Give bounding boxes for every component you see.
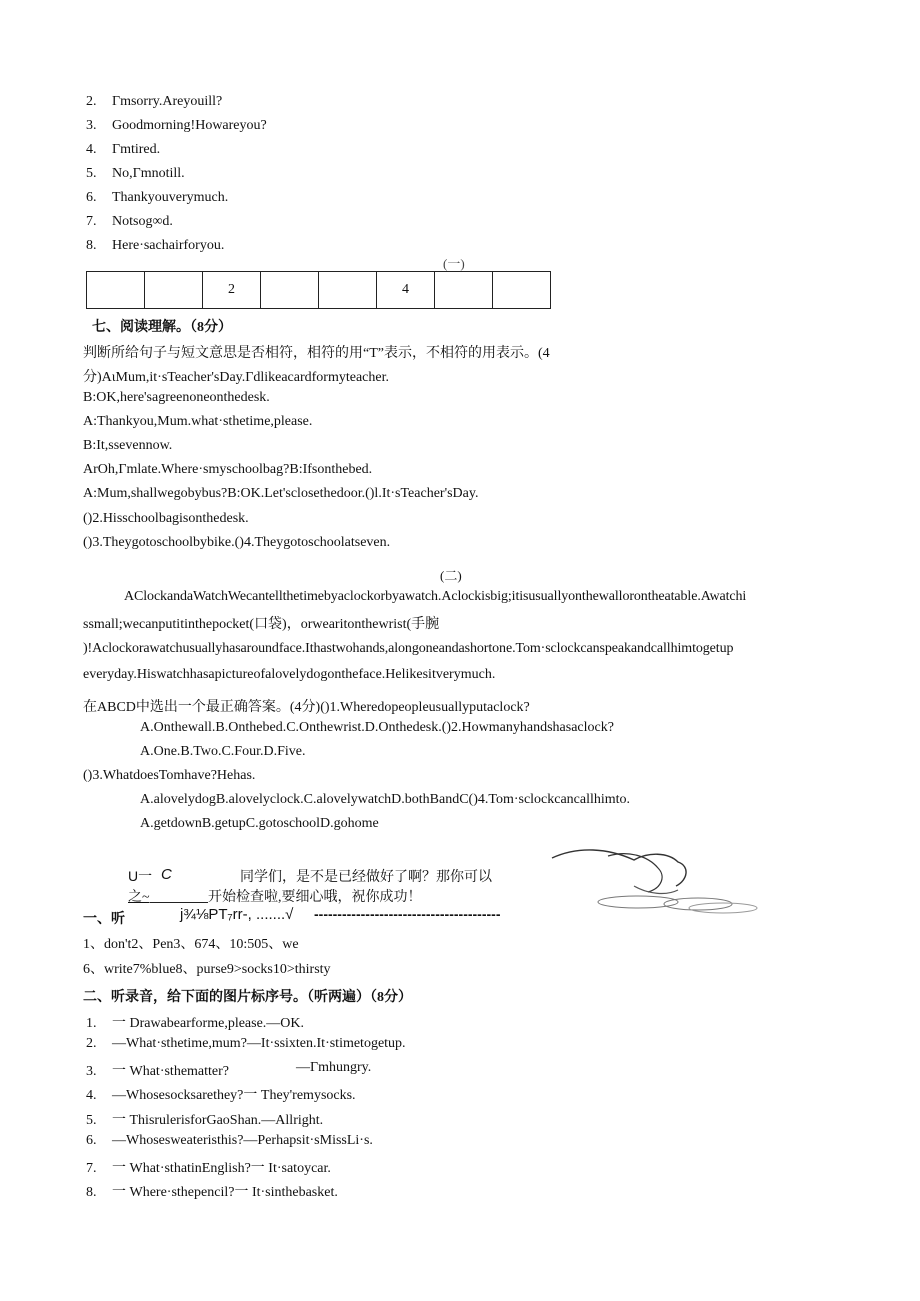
passage-line: ssmall;wecanputitinthepocket(口袋)，orwearitonthewrist(手腕 (83, 617, 440, 632)
garbled-text: U一 (128, 868, 153, 884)
garbled-text: j¾⅛PT₇rr-, .......√ (180, 906, 294, 923)
list-item: 7. 一 What·sthatinEnglish?一 It·satoycar. (86, 1161, 331, 1176)
options-line: A.Onthewall.B.Onthebed.C.Onthewrist.D.Onthedesk.()2.Howmanyhandshasaclock? (140, 720, 614, 735)
answer-cell: 2 (203, 272, 261, 309)
passage-line: everyday.Hiswatchhasapictureofalovelydogontheface.Helikesitverymuch. (83, 667, 496, 682)
list-item: 8. 一 Where·sthepencil?一 It·sinthebasket. (86, 1185, 338, 1200)
list-item: 6. Thankyouverymuch. (86, 190, 229, 205)
encouragement-text: 开始检查啦,要细心哦，祝你成功！ (208, 890, 422, 905)
list-item: 7. Notsog∞d. (86, 214, 173, 229)
list-item: 5. No,Гmnotill. (86, 166, 185, 181)
answer-cell: 4 (377, 272, 435, 309)
list-item: 4. —Whosesocksarethey?一 They'remysocks. (86, 1088, 356, 1103)
answer-cell (435, 272, 493, 309)
dialog-line: B:It,ssevennow. (83, 438, 173, 453)
question-line: ()2.Hisschoolbagisonthedesk. (83, 511, 249, 526)
list-item: 3. 一 What·sthematter? (86, 1064, 230, 1079)
answer-cell (493, 272, 551, 309)
section-title: 一、听 (83, 912, 125, 927)
instruction-text: 分)AιMum,it·sTeacher'sDay.Гdlikeacardformyteacher. (83, 370, 389, 385)
list-item: 6. —Whosesweateristhis?—Perhapsit·sMissLi·s. (86, 1133, 373, 1148)
dialog-line: ArOh,Гmlate.Where·smyschoolbag?B:Ifsonthebed. (83, 462, 373, 477)
question-line: 在ABCD中选出一个最正确答案。(4分)()1.Wheredopeopleusuallyputaclock? (83, 700, 530, 715)
answer-cell (261, 272, 319, 309)
list-item: 3. Goodmorning!Howareyou? (86, 118, 267, 133)
cloud-icon (548, 846, 760, 918)
answer-cell (319, 272, 377, 309)
passage-line: AClockandaWatchWecantellthetimebyaclockorbyawatch.Aclockisbig;itisusuallyonthewallorontheatable.Awatchi (124, 589, 747, 604)
question-line: ()3.WhatdoesTomhave?Hehas. (83, 768, 256, 783)
dialog-line: A:Mum,shallwegobybus?B:OK.Let'sclosethedoor.()l.It·sTeacher'sDay. (83, 486, 479, 501)
answer-line: 6、write7%blue8、purse9>socks10>thirsty (83, 962, 331, 977)
section-title: 七、阅读理解。（8分） (92, 320, 232, 335)
section-mark: (一) (443, 256, 465, 271)
options-line: A.alovelydogB.alovelyclock.C.alovelywatchD.bothBandC()4.Tom·sclockcancallhimto. (140, 792, 631, 807)
garbled-text: C (161, 866, 172, 883)
dashed-rule: ---------------------------------------- (314, 906, 501, 922)
answer-cell (145, 272, 203, 309)
answer-table (86, 271, 551, 309)
answer-line: 1、don't2、Pen3、674、10:505、we (83, 937, 299, 952)
list-item: 2. Гmsorry.Areyouill? (86, 94, 223, 109)
dialog-line: A:Thankyou,Mum.what·sthetime,please. (83, 414, 313, 429)
list-item: 4. Гmtired. (86, 142, 161, 157)
dialog-reply: —Гmhungry. (296, 1060, 372, 1075)
encouragement-text: 同学们，是不是已经做好了啊？那你可以 (240, 870, 492, 885)
section-mark: (二) (440, 568, 462, 583)
garbled-text: 之~ (128, 890, 150, 905)
dialog-line: B:OK,here'sagreenoneonthedesk. (83, 390, 270, 405)
options-line: A.getdownB.getupC.gotoschoolD.gohome (140, 816, 379, 831)
options-line: A.One.B.Two.C.Four.D.Five. (140, 744, 306, 759)
section-title: 二、听录音，给下面的图片标序号。（听两遍）（8分） (83, 990, 412, 1005)
list-item: 1. 一 Drawabearforme,please.—OK. (86, 1016, 305, 1031)
underline-rule (150, 902, 208, 903)
list-item: 5. 一 ThisrulerisforGaoShan.—Allright. (86, 1113, 324, 1128)
passage-line: )!Aclockorawatchusuallyhasaroundface.Ithastwohands,alongoneandashortone.Tom·sclockcanspeakandcallhimtogetup (83, 641, 734, 656)
instruction-text: 判断所给句子与短文意思是否相符，相符的用“T”表示，不相符的用表示。(4 (83, 346, 550, 361)
question-line: ()3.Theygotoschoolbybike.()4.Theygotoschoolatseven. (83, 535, 391, 550)
answer-cell (87, 272, 145, 309)
list-item: 2. —What·sthetime,mum?—It·ssixten.It·stimetogetup. (86, 1036, 406, 1051)
list-item: 8. Here·sachairforyou. (86, 238, 225, 253)
